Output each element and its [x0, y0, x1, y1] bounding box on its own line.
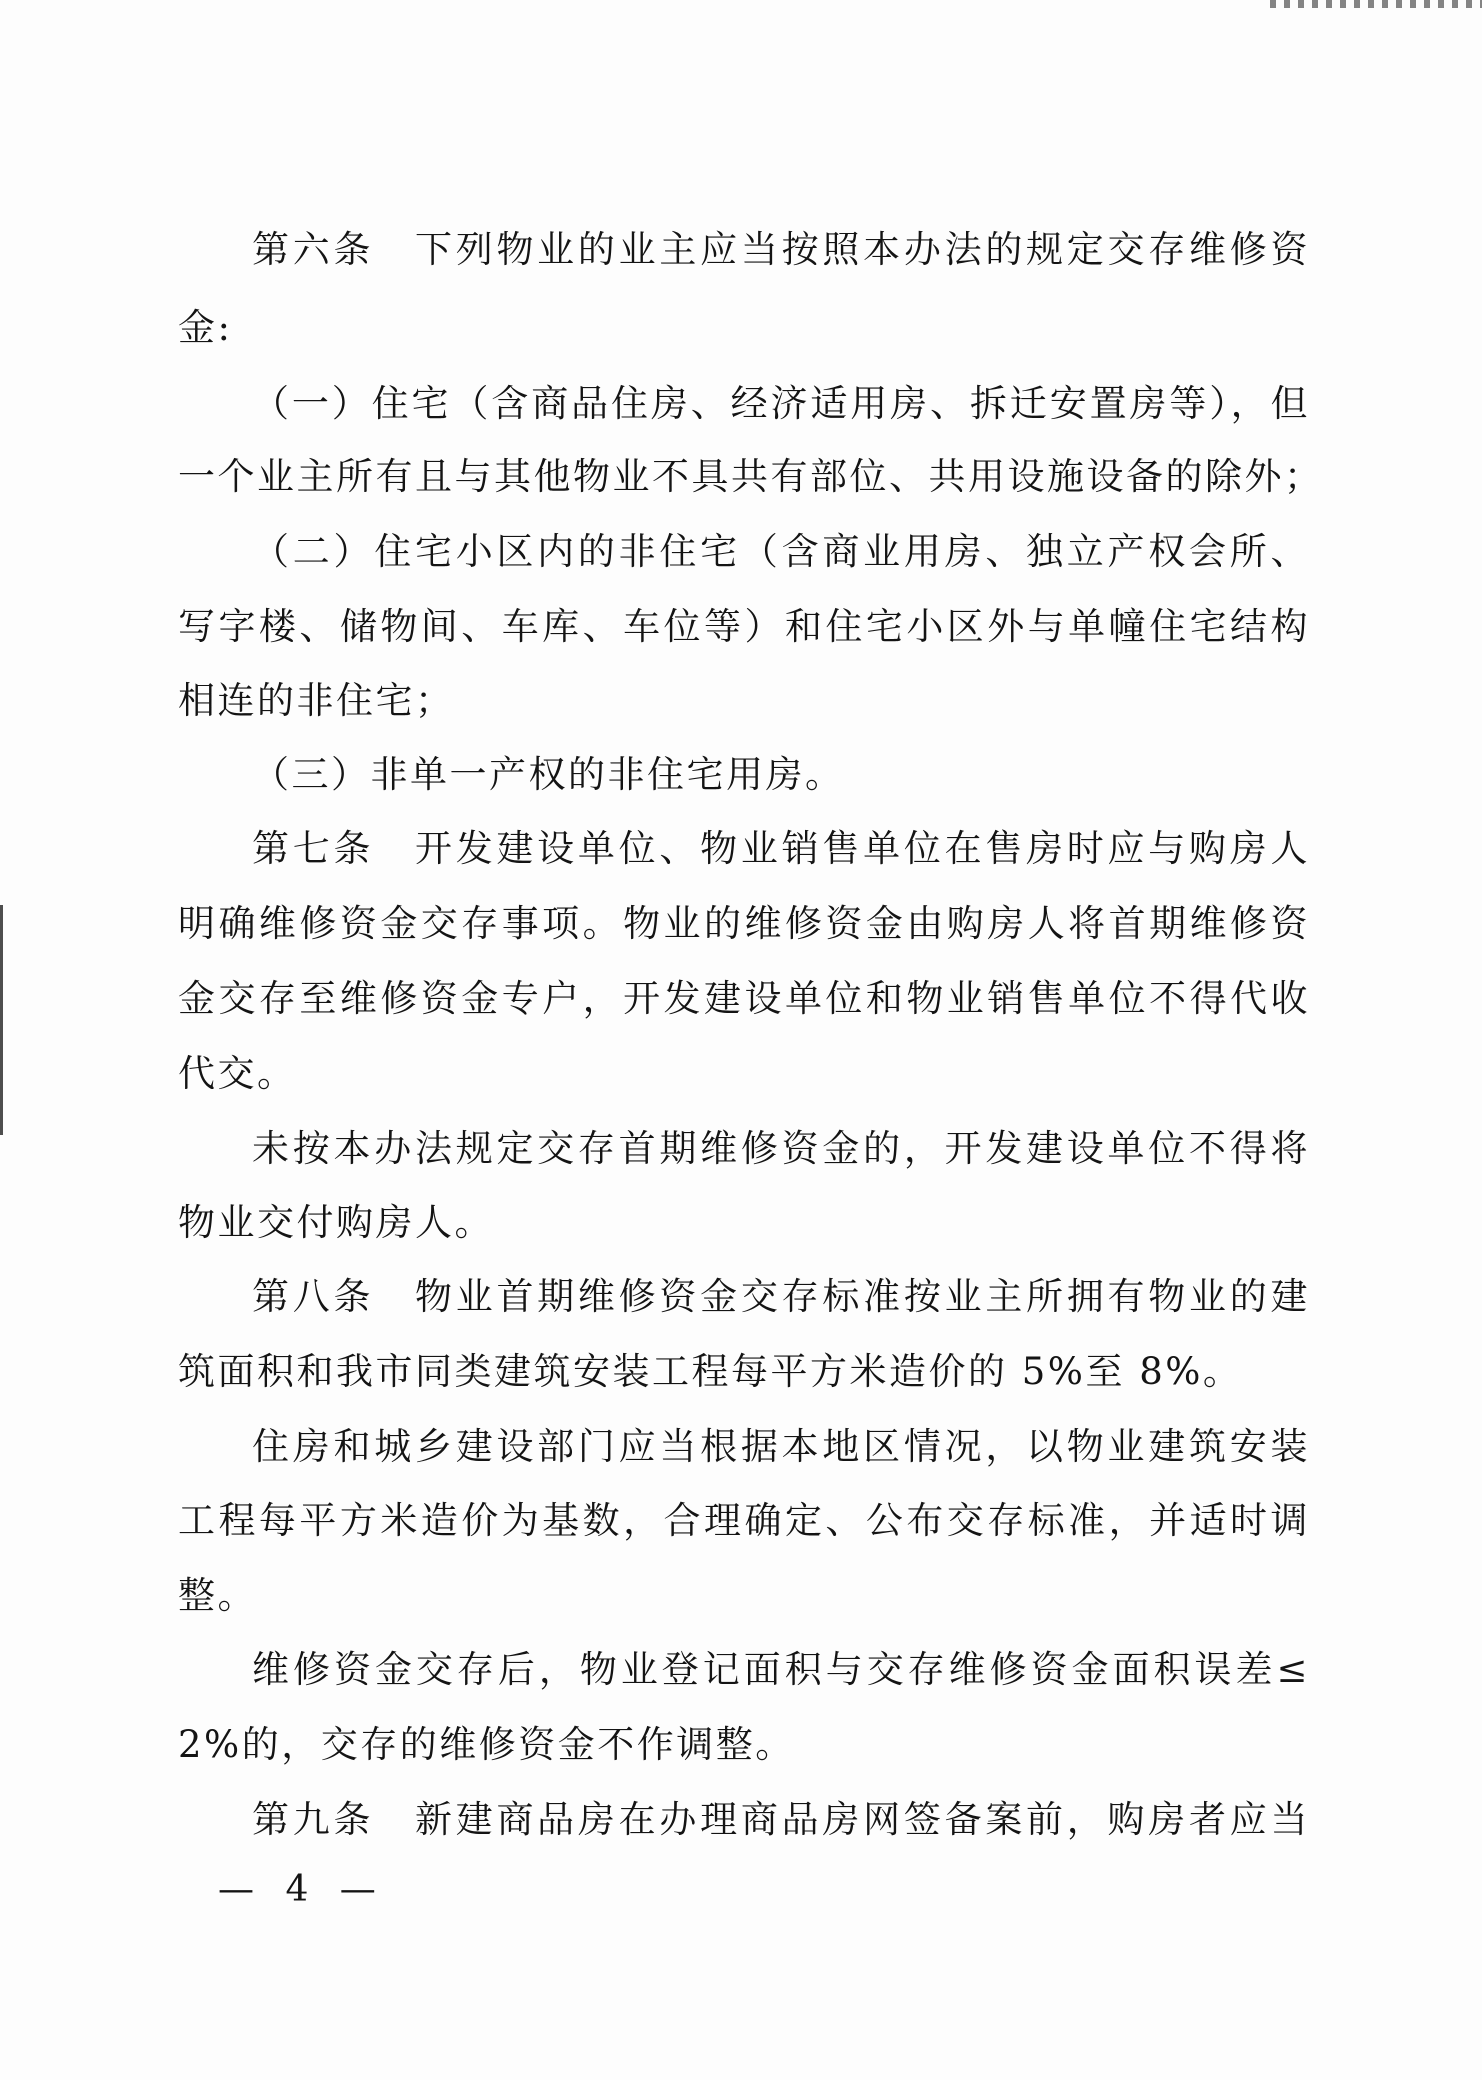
- article-7-line-2: 明确维修资金交存事项。物业的维修资金由购房人将首期维修资: [178, 902, 1310, 945]
- article-7-para-2-line-2: 物业交付购房人。: [178, 1201, 494, 1244]
- article-6-item-2-line-2: 写字楼、储物间、车库、车位等）和住宅小区外与单幢住宅结构: [178, 605, 1310, 648]
- article-8-para-3-line-1: 维修资金交存后，物业登记面积与交存维修资金面积误差≤: [252, 1648, 1310, 1691]
- article-6-item-2-line-3: 相连的非住宅；: [178, 679, 455, 722]
- article-8-para-2-line-1: 住房和城乡建设部门应当根据本地区情况，以物业建筑安装: [252, 1425, 1310, 1468]
- article-6-line-1: 第六条 下列物业的业主应当按照本办法的规定交存维修资: [252, 228, 1310, 271]
- article-9-line-1: 第九条 新建商品房在办理商品房网签备案前，购房者应当: [252, 1798, 1310, 1841]
- article-8-line-2: 筑面积和我市同类建筑安装工程每平方米造价的 5%至 8%。: [178, 1350, 1243, 1393]
- article-6-item-3: （三）非单一产权的非住宅用房。: [252, 753, 845, 796]
- article-6-item-1-line-1: （一）住宅（含商品住房、经济适用房、拆迁安置房等），但: [252, 382, 1310, 425]
- article-8-para-2-line-3: 整。: [178, 1574, 257, 1617]
- article-6-line-2: 金:: [178, 306, 233, 349]
- article-7-line-4: 代交。: [178, 1052, 297, 1095]
- scan-artifact-top: [1270, 0, 1482, 8]
- article-8-para-2-line-2: 工程每平方米造价为基数，合理确定、公布交存标准，并适时调: [178, 1499, 1310, 1542]
- article-8-para-3-line-2: 2%的，交存的维修资金不作调整。: [178, 1723, 795, 1766]
- article-7-line-3: 金交存至维修资金专户，开发建设单位和物业销售单位不得代收: [178, 977, 1310, 1020]
- article-6-item-2-line-1: （二）住宅小区内的非住宅（含商业用房、独立产权会所、: [252, 530, 1310, 573]
- article-7-line-1: 第七条 开发建设单位、物业销售单位在售房时应与购房人: [252, 827, 1310, 870]
- article-7-para-2-line-1: 未按本办法规定交存首期维修资金的，开发建设单位不得将: [252, 1127, 1310, 1170]
- article-6-item-1-line-2: 一个业主所有且与其他物业不具共有部位、共用设施设备的除外；: [178, 455, 1324, 498]
- article-8-line-1: 第八条 物业首期维修资金交存标准按业主所拥有物业的建: [252, 1275, 1310, 1318]
- scan-artifact-left: [0, 905, 3, 1135]
- page-number: — 4 —: [218, 1869, 386, 1910]
